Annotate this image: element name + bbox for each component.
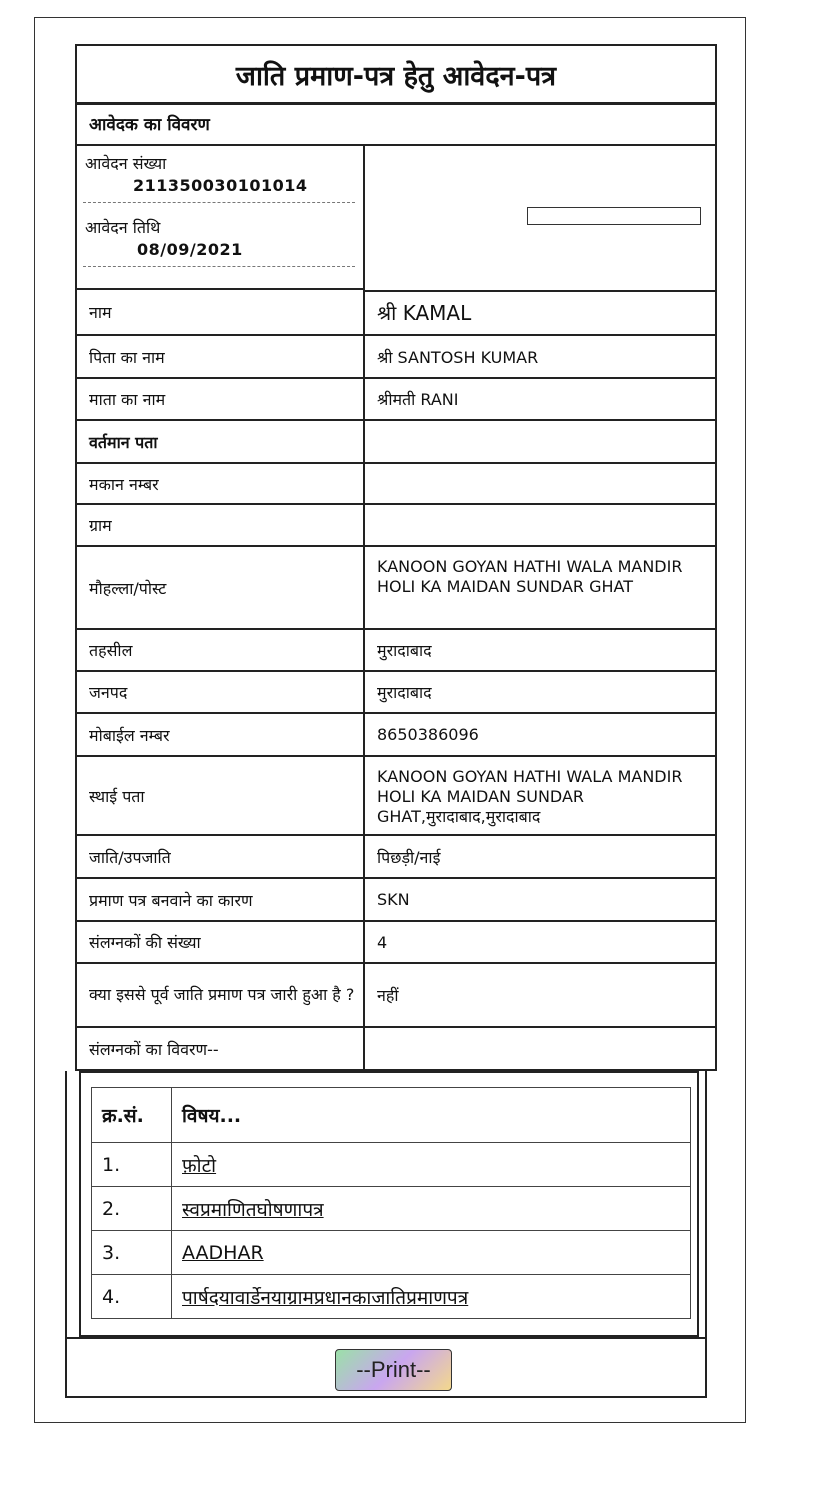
field-label: वर्तमान पता [77, 421, 365, 462]
field-label: जाति/उपजाति [77, 836, 365, 877]
print-bar [67, 1337, 705, 1398]
attachment-link-self-declaration[interactable]: स्वप्रमाणितघोषणापत्र [182, 1198, 324, 1221]
field-value: नहीं [377, 986, 399, 1005]
attachments-section [65, 1071, 707, 1398]
field-label: मोबाईल नम्बर [77, 714, 365, 755]
field-row-mother-name [77, 379, 715, 421]
field-row-current-address [77, 421, 715, 464]
field-value: 4 [377, 932, 388, 952]
row-subject [172, 1231, 691, 1275]
print-button[interactable]: --Print-- [335, 1349, 452, 1391]
field-label: संलग्नकों की संख्या [77, 922, 365, 962]
application-form [75, 44, 717, 1071]
field-row-tehsil [77, 630, 715, 672]
field-label: नाम [77, 290, 365, 334]
field-value: पिछड़ी/नाई [377, 847, 441, 867]
field-value [367, 464, 715, 503]
field-row-caste [77, 836, 715, 879]
row-subject [172, 1275, 691, 1319]
field-label: क्या इससे पूर्व जाति प्रमाण पत्र जारी हुआ है ? [77, 964, 365, 1026]
row-subject [172, 1187, 691, 1231]
table-row [92, 1231, 691, 1275]
field-label: जनपद [77, 672, 365, 712]
field-row-permanent-address [77, 757, 715, 836]
field-row-name [77, 290, 715, 336]
application-number-value: 211350030101014 [133, 176, 308, 195]
field-value [367, 505, 715, 545]
attachments-box [79, 1071, 699, 1337]
row-number: 1. [92, 1143, 172, 1187]
field-row-district [77, 672, 715, 714]
field-label: मौहल्ला/पोस्ट [77, 547, 365, 628]
attachment-link-aadhar[interactable]: AADHAR [182, 1241, 264, 1264]
field-row-attachment-count [77, 922, 715, 964]
table-header-row [92, 1088, 691, 1143]
table-row [92, 1275, 691, 1319]
divider [83, 266, 355, 267]
field-label: प्रमाण पत्र बनवाने का कारण [77, 879, 365, 920]
field-row-reason [77, 879, 715, 922]
application-info [77, 144, 365, 290]
application-date-value: 08/09/2021 [137, 240, 243, 259]
field-value: KANOON GOYAN HATHI WALA MANDIR HOLI KA MAIDAN SUNDAR GHAT [377, 557, 683, 596]
photo-cell [365, 144, 715, 292]
field-label: ग्राम [77, 505, 365, 545]
section-heading: आवेदक का विवरण [77, 102, 715, 146]
row-number: 4. [92, 1275, 172, 1319]
field-label: मकान नम्बर [77, 464, 365, 503]
field-label: संलग्नकों का विवरण-- [77, 1028, 365, 1069]
field-row-attachment-details [77, 1028, 715, 1069]
field-label: तहसील [77, 630, 365, 670]
table-row [92, 1187, 691, 1231]
attachment-link-photo[interactable]: फ़ोटो [182, 1154, 217, 1177]
row-number: 3. [92, 1231, 172, 1275]
field-row-father-name [77, 336, 715, 379]
column-header-serial: क्र.सं. [92, 1088, 172, 1143]
field-row-mohalla-post [77, 547, 715, 630]
attachment-link-councillor-certificate[interactable]: पार्षदयावार्डेनयाग्रामप्रधानकाजातिप्रमाणपत्र [182, 1286, 469, 1309]
field-row-mobile [77, 714, 715, 757]
field-value: श्री KAMAL [377, 300, 472, 325]
field-value: श्री SANTOSH KUMAR [377, 347, 539, 367]
table-row [92, 1143, 691, 1187]
divider [83, 202, 355, 203]
field-value [367, 1028, 715, 1069]
field-value: श्रीमती RANI [377, 390, 459, 409]
field-label: स्थाई पता [77, 757, 365, 834]
attachments-table [91, 1087, 691, 1319]
field-value: SKN [377, 890, 410, 909]
field-label: माता का नाम [77, 379, 365, 419]
form-title: जाति प्रमाण-पत्र हेतु आवेदन-पत्र [77, 46, 715, 105]
field-value [367, 421, 715, 462]
field-row-village [77, 505, 715, 547]
field-value: KANOON GOYAN HATHI WALA MANDIR HOLI KA MAIDAN SUNDAR GHAT,मुरादाबाद,मुरादाबाद [377, 767, 683, 826]
field-row-previous-certificate [77, 964, 715, 1028]
field-value: मुरादाबाद [377, 641, 432, 660]
row-subject [172, 1143, 691, 1187]
field-label: पिता का नाम [77, 336, 365, 377]
application-date-label: आवेदन तिथि [85, 218, 161, 237]
field-row-house-number [77, 464, 715, 505]
field-value: मुरादाबाद [377, 683, 432, 702]
row-number: 2. [92, 1187, 172, 1231]
application-number-label: आवेदन संख्या [85, 154, 167, 173]
photo-placeholder [527, 207, 701, 225]
field-value: 8650386096 [377, 725, 479, 744]
column-header-subject: विषय... [172, 1088, 691, 1143]
